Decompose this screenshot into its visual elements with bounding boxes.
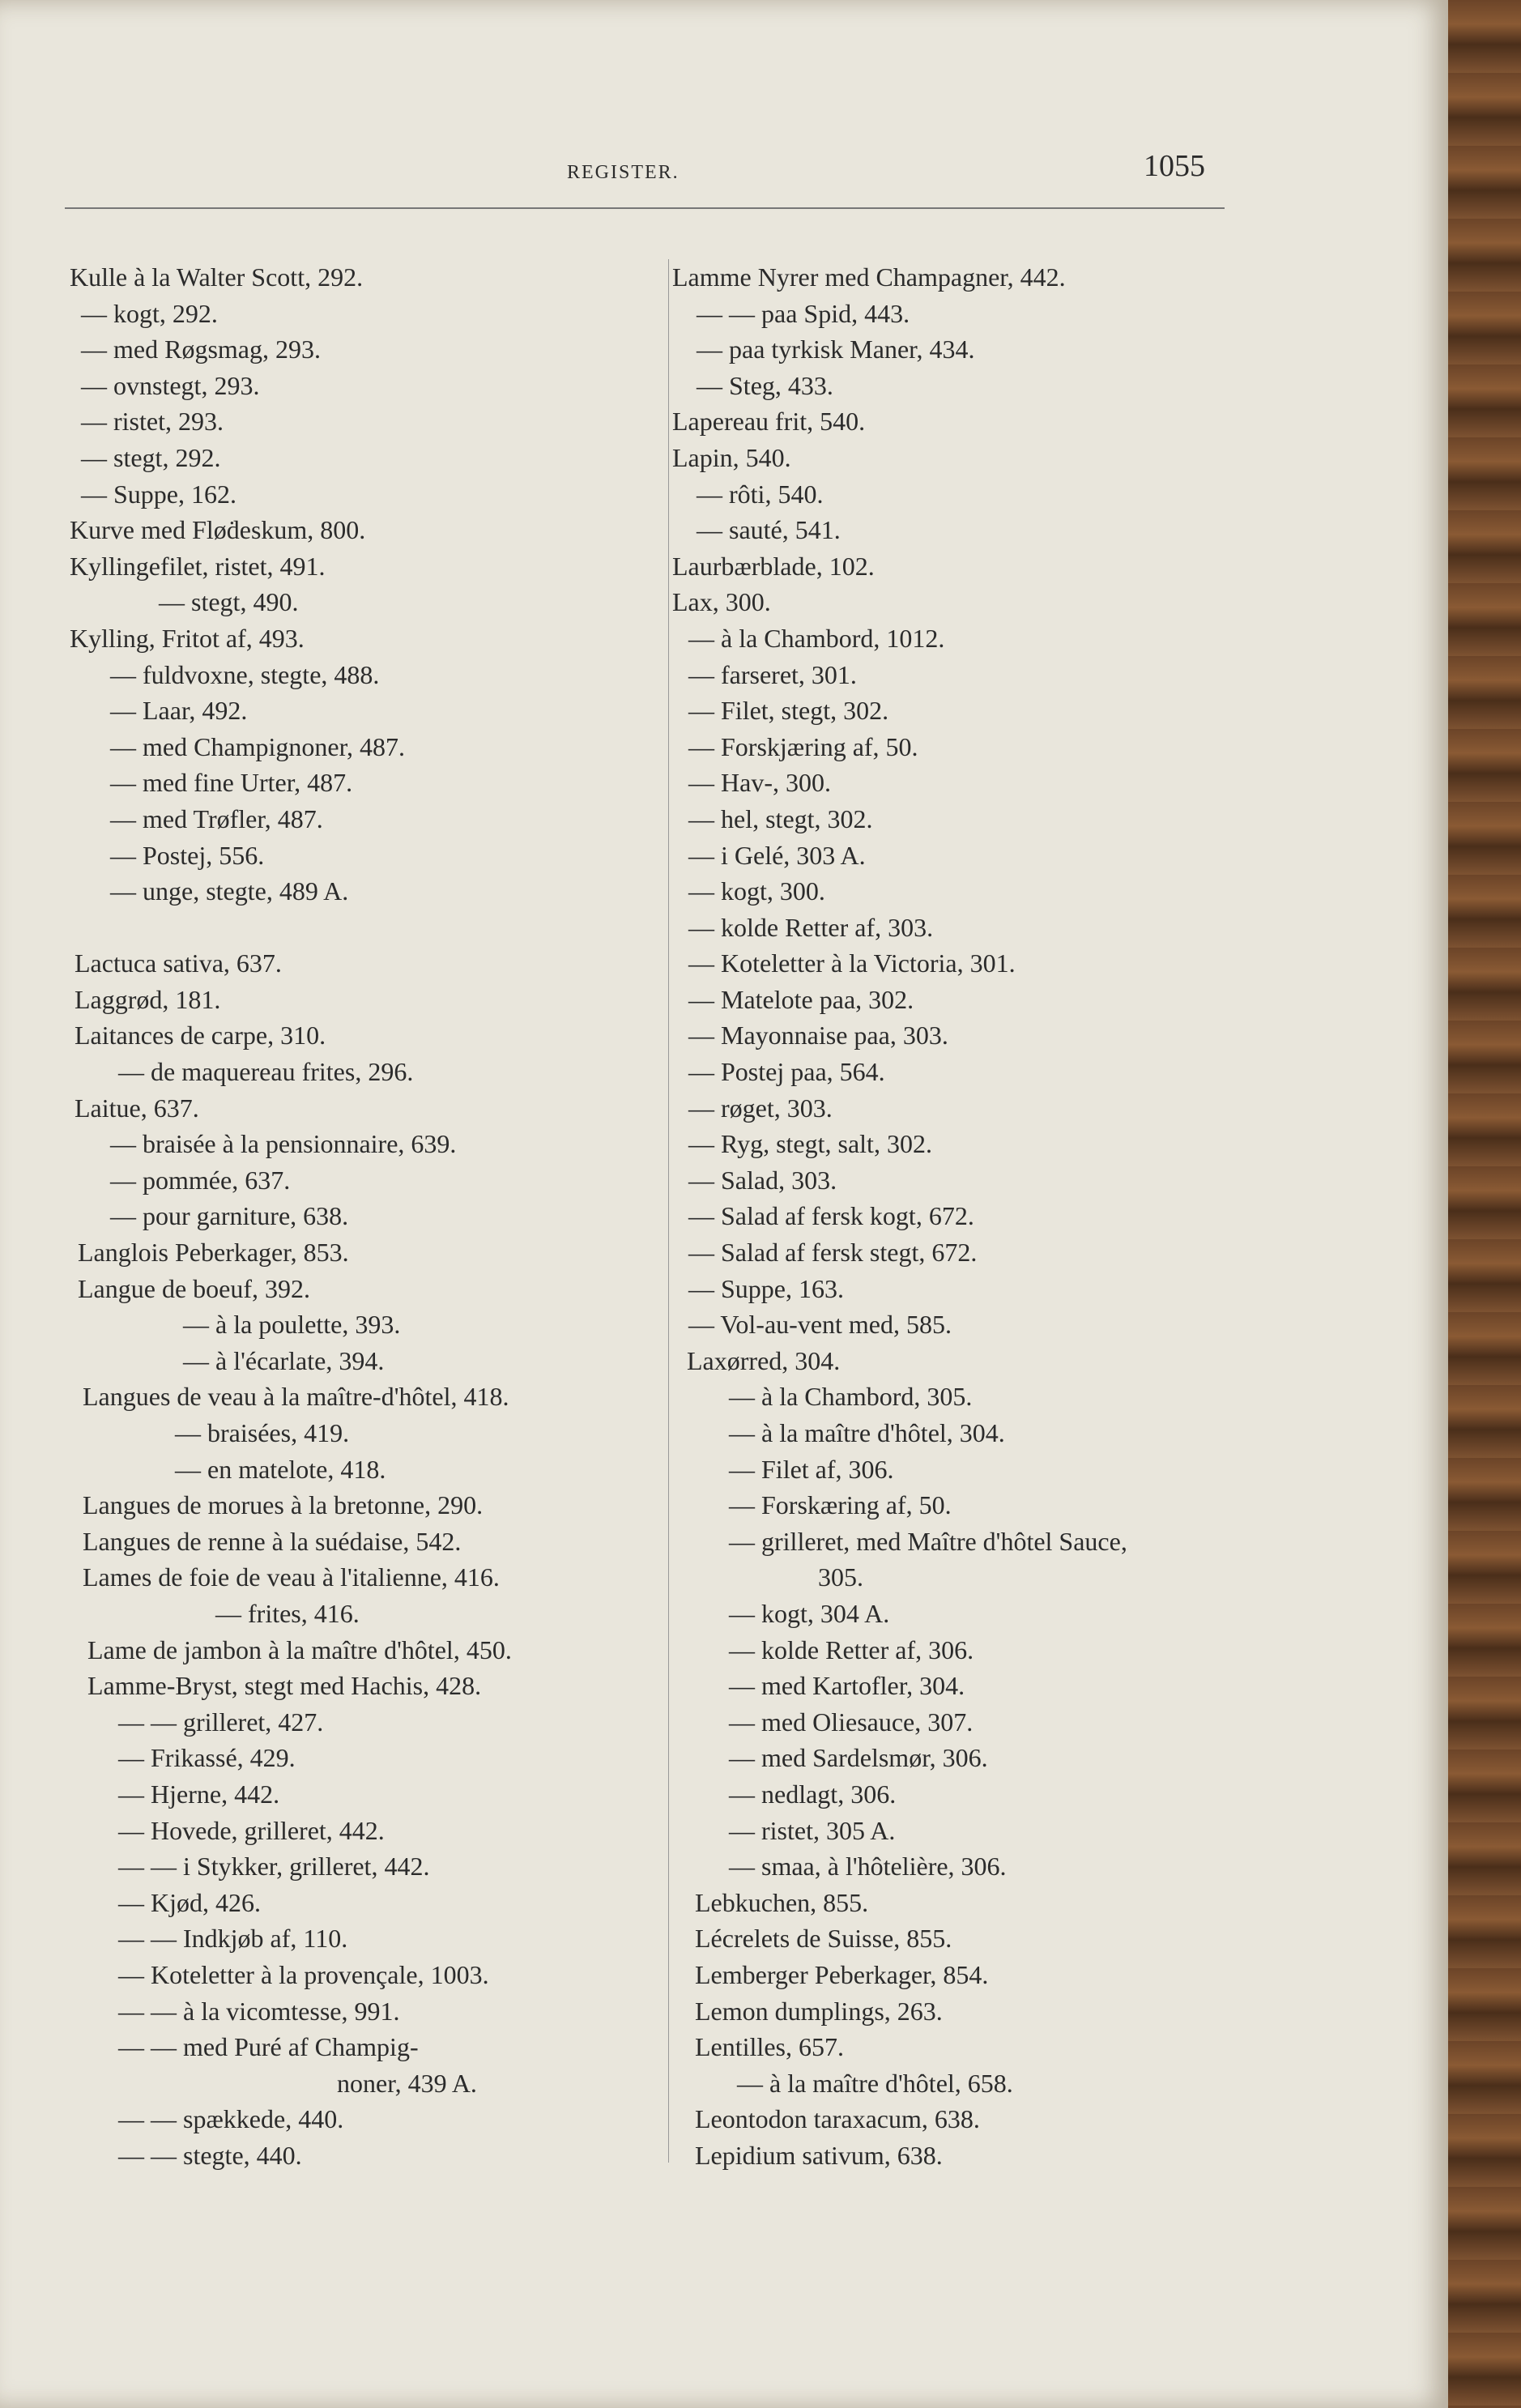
index-entry: — stegt, 292. xyxy=(81,442,221,472)
index-entry: Langlois Peberkager, 853. xyxy=(78,1238,349,1268)
index-entry: — Salad, 303. xyxy=(688,1165,837,1195)
index-entry: — pour garniture, 638. xyxy=(110,1201,349,1231)
index-column-left xyxy=(70,259,661,2173)
index-entry: Laggrød, 181. xyxy=(75,984,221,1014)
index-entry: — — grilleret, 427. xyxy=(118,1707,324,1737)
index-entry: — kolde Retter af, 306. xyxy=(729,1634,974,1664)
index-entry: — grilleret, med Maître d'hôtel Sauce, xyxy=(729,1526,1127,1556)
index-entry: Langues de morues à la bretonne, 290. xyxy=(83,1490,484,1520)
index-entry: — unge, stegte, 489 A. xyxy=(110,876,349,906)
index-entry: Leontodon taraxacum, 638. xyxy=(695,2104,980,2134)
index-entry: — rôti, 540. xyxy=(697,479,824,509)
index-entry: Lemberger Peberkager, 854. xyxy=(695,1959,989,1989)
index-entry: — røget, 303. xyxy=(688,1093,833,1123)
index-entry: — med Trøfler, 487. xyxy=(110,803,323,833)
index-entry: — sauté, 541. xyxy=(697,515,841,545)
index-entry: Lames de foie de veau à l'italienne, 416. xyxy=(83,1562,500,1592)
index-entry: — kogt, 304 A. xyxy=(729,1598,890,1628)
index-entry: — med Champignoner, 487. xyxy=(110,731,405,761)
index-entry: — Mayonnaise paa, 303. xyxy=(688,1021,948,1051)
index-entry: — — spækkede, 440. xyxy=(118,2104,344,2134)
header-rule xyxy=(65,207,1225,209)
index-entry: — — Indkjøb af, 110. xyxy=(118,1924,348,1954)
index-entry: Laurbærblade, 102. xyxy=(672,551,875,581)
index-entry: — smaa, à l'hôtelière, 306. xyxy=(729,1852,1007,1882)
index-entry: — à la Chambord, 305. xyxy=(729,1382,973,1412)
index-entry: — med Sardelsmør, 306. xyxy=(729,1743,988,1773)
index-entry: Kyllingefilet, ristet, 491. xyxy=(70,551,326,581)
index-entry xyxy=(70,910,661,946)
index-entry: — — stegte, 440. xyxy=(118,2140,302,2170)
index-entry: — nedlagt, 306. xyxy=(729,1779,897,1809)
index-entry: — Postej, 556. xyxy=(110,840,265,870)
index-entry: Kurve med Fløḋeskum, 800. xyxy=(70,515,366,545)
index-entry: — — à la vicomtesse, 991. xyxy=(118,1996,400,2026)
index-entry: — à la maître d'hôtel, 304. xyxy=(729,1418,1005,1447)
page-number: 1055 xyxy=(1144,149,1205,183)
index-entry: — — med Puré af Champig- xyxy=(118,2032,419,2062)
index-entry: — farseret, 301. xyxy=(688,659,857,689)
index-entry: Lactuca sativa, 637. xyxy=(75,948,282,978)
index-entry: Laitances de carpe, 310. xyxy=(75,1021,326,1051)
index-entry: — Forskjæring af, 50. xyxy=(688,731,918,761)
index-entry: Lepidium sativum, 638. xyxy=(695,2140,943,2170)
index-entry: — — paa Spid, 443. xyxy=(697,298,910,328)
index-entry: — med Oliesauce, 307. xyxy=(729,1707,974,1737)
index-entry: — frites, 416. xyxy=(215,1598,360,1628)
index-entry: — ristet, 305 A. xyxy=(729,1815,896,1845)
index-entry: Lentilles, 657. xyxy=(695,2032,844,2062)
index-entry: — Ryg, stegt, salt, 302. xyxy=(688,1129,932,1159)
index-entry: — en matelote, 418. xyxy=(175,1454,386,1484)
index-entry: — Hjerne, 442. xyxy=(118,1779,280,1809)
index-column-right xyxy=(672,259,1255,2173)
index-entry: — braisées, 419. xyxy=(175,1418,350,1447)
index-entry: — Filet af, 306. xyxy=(729,1454,894,1484)
index-entry: — kolde Retter af, 303. xyxy=(688,912,934,942)
index-entry: — med Kartofler, 304. xyxy=(729,1671,965,1701)
index-entry: — ristet, 293. xyxy=(81,407,224,437)
index-entry: — braisée à la pensionnaire, 639. xyxy=(110,1129,457,1159)
index-entry: Laxørred, 304. xyxy=(687,1345,841,1375)
index-entry: — pommée, 637. xyxy=(110,1165,291,1195)
index-entry: — Hav-, 300. xyxy=(688,768,831,798)
index-entry: Lapereau frit, 540. xyxy=(672,407,866,437)
index-entry: — Suppe, 162. xyxy=(81,479,236,509)
index-entry: — hel, stegt, 302. xyxy=(688,803,873,833)
index-entry: Lax, 300. xyxy=(672,587,771,617)
index-entry: Lécrelets de Suisse, 855. xyxy=(695,1924,952,1954)
index-entry: Kylling, Fritot af, 493. xyxy=(70,623,305,653)
index-entry: — Kjød, 426. xyxy=(118,1887,261,1917)
index-entry: — Salad af fersk stegt, 672. xyxy=(688,1238,978,1268)
index-entry: noner, 439 A. xyxy=(337,2068,477,2098)
book-binding xyxy=(1448,0,1521,2408)
index-entry: — Suppe, 163. xyxy=(688,1273,844,1303)
index-entry: — Postej paa, 564. xyxy=(688,1057,885,1087)
index-entry: — med Røgsmag, 293. xyxy=(81,335,321,364)
index-entry: — Forskæring af, 50. xyxy=(729,1490,952,1520)
index-entry: — med fine Urter, 487. xyxy=(110,768,353,798)
index-entry: Lemon dumplings, 263. xyxy=(695,1996,943,2026)
index-entry: Langues de veau à la maître-d'hôtel, 418. xyxy=(83,1382,509,1412)
index-entry: — Koteletter à la provençale, 1003. xyxy=(118,1959,489,1989)
index-entry: Kulle à la Walter Scott, 292. xyxy=(70,262,364,292)
index-entry: — kogt, 300. xyxy=(688,876,825,906)
index-entry: — fuldvoxne, stegte, 488. xyxy=(110,659,380,689)
index-entry: — paa tyrkisk Maner, 434. xyxy=(697,335,975,364)
index-entry: — stegt, 490. xyxy=(159,587,299,617)
index-entry: — Koteletter à la Victoria, 301. xyxy=(688,948,1016,978)
index-entry: — kogt, 292. xyxy=(81,298,218,328)
index-entry: Lebkuchen, 855. xyxy=(695,1887,869,1917)
index-entry: — à la maître d'hôtel, 658. xyxy=(737,2068,1013,2098)
index-entry: — à la Chambord, 1012. xyxy=(688,623,945,653)
index-entry: Laitue, 637. xyxy=(75,1093,199,1123)
index-entry: — Matelote paa, 302. xyxy=(688,984,914,1014)
index-entry: — Hovede, grilleret, 442. xyxy=(118,1815,385,1845)
index-entry: — — i Stykker, grilleret, 442. xyxy=(118,1852,430,1882)
running-header: REGISTER. xyxy=(567,162,680,183)
index-entry: — à la poulette, 393. xyxy=(183,1310,401,1340)
index-entry: — i Gelé, 303 A. xyxy=(688,840,866,870)
index-entry: Langues de renne à la suédaise, 542. xyxy=(83,1526,462,1556)
index-entry: — Frikassé, 429. xyxy=(118,1743,296,1773)
index-entry: Lame de jambon à la maître d'hôtel, 450. xyxy=(87,1634,512,1664)
index-entry: — ovnstegt, 293. xyxy=(81,370,260,400)
index-entry: — Vol-au-vent med, 585. xyxy=(688,1310,952,1340)
index-entry: — de maquereau frites, 296. xyxy=(118,1057,414,1087)
index-entry: Lamme-Bryst, stegt med Hachis, 428. xyxy=(87,1671,482,1701)
index-entry: — Laar, 492. xyxy=(110,696,248,726)
index-entry: — Salad af fersk kogt, 672. xyxy=(688,1201,974,1231)
index-entry: Langue de boeuf, 392. xyxy=(78,1273,311,1303)
index-entry: — Steg, 433. xyxy=(697,370,833,400)
index-entry: — Filet, stegt, 302. xyxy=(688,696,889,726)
index-entry: — à l'écarlate, 394. xyxy=(183,1345,385,1375)
index-entry: Lamme Nyrer med Champagner, 442. xyxy=(672,262,1066,292)
index-entry: Lapin, 540. xyxy=(672,442,791,472)
column-divider xyxy=(668,259,669,2163)
index-entry: 305. xyxy=(818,1562,863,1592)
